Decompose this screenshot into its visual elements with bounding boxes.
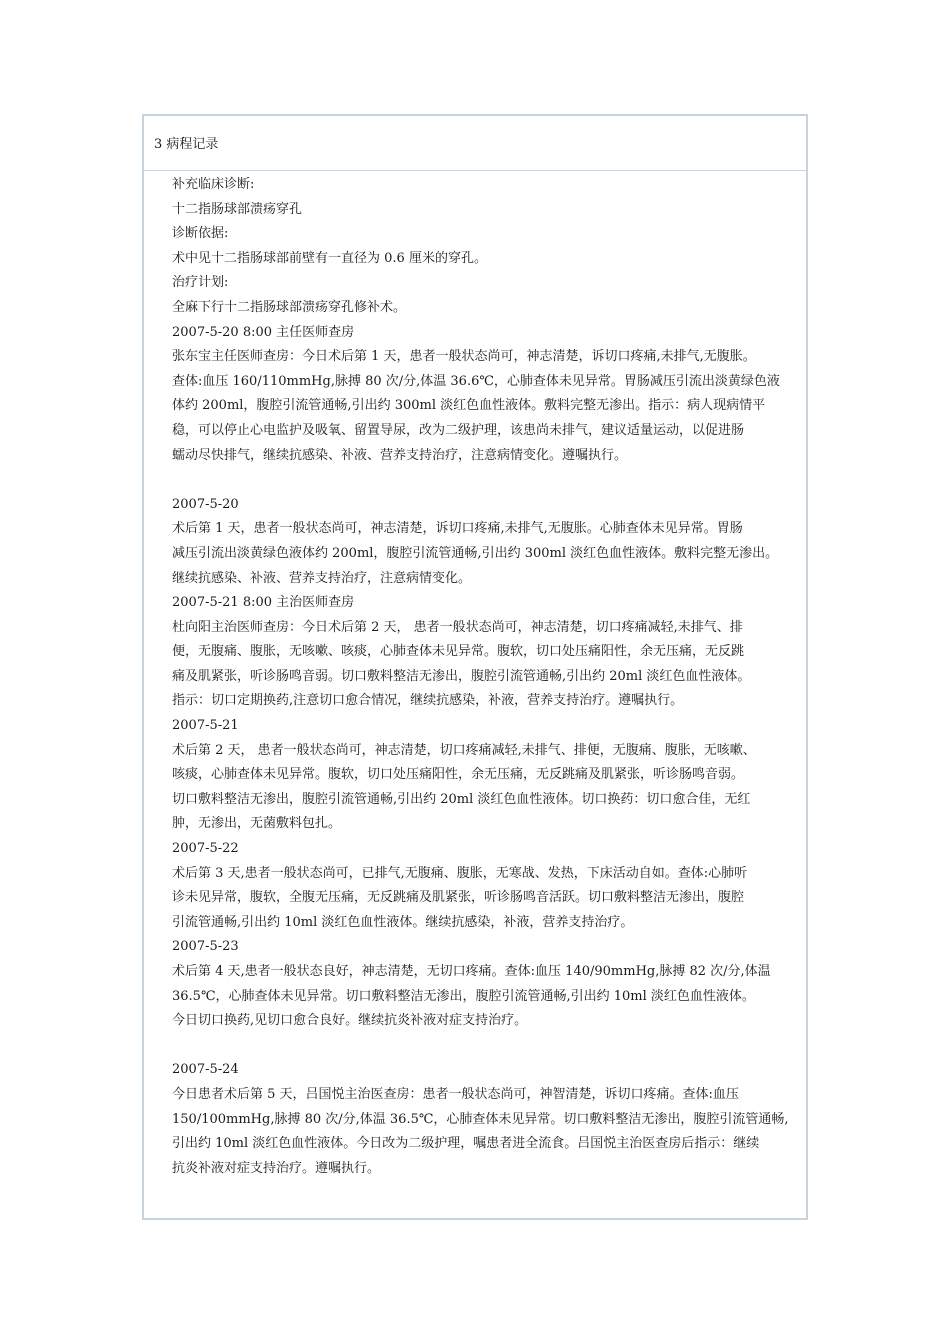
text-line: 2007-5-20 8:00 主任医师查房 (172, 324, 355, 340)
text-line: 术后第 2 天， 患者一般状态尚可，神志清楚，切口疼痛减轻,未排气、排便，无腹痛、腹胀，无咳嗽、 (172, 742, 756, 758)
text-line: 2007-5-24 (172, 1062, 239, 1078)
text-line: 查体:血压 160/110mmHg,脉搏 80 次/分,体温 36.6℃，心肺查体未见异常。胃肠减压引流出淡黄绿色液 (172, 373, 780, 389)
section-title: 3 病程记录 (154, 137, 219, 152)
text-line: 术中见十二指肠球部前壁有一直径为 0.6 厘米的穿孔。 (172, 250, 487, 266)
text-line: 痛及肌紧张，听诊肠鸣音弱。切口敷料整洁无渗出，腹腔引流管通畅,引出约 20ml 淡红色血性液体。 (172, 668, 751, 684)
text-line: 术后第 4 天,患者一般状态良好，神志清楚，无切口疼痛。查体:血压 140/90mmHg,脉搏 82 次/分,体温 (172, 964, 771, 979)
blank-line (172, 1034, 810, 1059)
text-line: 150/100mmHg,脉搏 80 次/分,体温 36.5℃，心肺查体未见异常。切口敷料整洁无渗出，腹腔引流管通畅, (172, 1111, 789, 1127)
text-line: 杜向阳主治医师查房：今日术后第 2 天， 患者一般状态尚可，神志清楚，切口疼痛减轻,未排气、排 (172, 619, 743, 635)
text-line: 2007-5-21 8:00 主治医师查房 (172, 595, 355, 611)
text-line: 今日切口换药,见切口愈合良好。继续抗炎补液对症支持治疗。 (172, 1013, 528, 1029)
text-line: 切口敷料整洁无渗出，腹腔引流管通畅,引出约 20ml 淡红色血性液体。切口换药：切口愈合佳，无红 (172, 791, 751, 807)
text-line: 十二指肠球部溃疡穿孔 (172, 201, 303, 217)
text-line: 2007-5-21 (172, 718, 239, 734)
text-line: 便，无腹痛、腹胀，无咳嗽、咳痰，心肺查体未见异常。腹软，切口处压痛阳性，余无压痛，无反跳 (172, 644, 745, 660)
text-line: 术后第 1 天，患者一般状态尚可，神志清楚，诉切口疼痛,未排气,无腹胀。心肺查体未见异常。胃肠 (172, 521, 743, 537)
text-line: 今日患者术后第 5 天，吕国悦主治医查房：患者一般状态尚可，神智清楚，诉切口疼痛。查体:血压 (172, 1086, 739, 1102)
text-line: 抗炎补液对症支持治疗。遵嘱执行。 (172, 1160, 381, 1176)
text-line: 引出约 10ml 淡红色血性液体。今日改为二级护理，嘱患者进全流食。吕国悦主治医查房后指示：继续 (172, 1136, 760, 1152)
section-header (142, 114, 808, 171)
record-content (172, 173, 810, 1181)
text-line: 稳，可以停止心电监护及吸氧、留置导尿，改为二级护理，该患尚未排气，建议适量运动，以促进肠 (172, 422, 745, 438)
text-line: 引流管通畅,引出约 10ml 淡红色血性液体。继续抗感染，补液，营养支持治疗。 (172, 914, 634, 930)
text-line: 咳痰，心肺查体未见异常。腹软，切口处压痛阳性，余无压痛，无反跳痛及肌紧张，听诊肠鸣音弱。 (172, 767, 745, 783)
text-line: 减压引流出淡黄绿色液体约 200ml，腹腔引流管通畅,引出约 300ml 淡红色血性液体。敷料完整无渗出。 (172, 545, 779, 561)
text-line: 诊未见异常，腹软，全腹无压痛，无反跳痛及肌紧张，听诊肠鸣音活跃。切口敷料整洁无渗出，腹腔 (172, 890, 745, 906)
text-line: 蠕动尽快排气，继续抗感染、补液、营养支持治疗，注意病情变化。遵嘱执行。 (172, 447, 628, 463)
text-line: 诊断依据: (172, 226, 229, 242)
text-line: 2007-5-23 (172, 939, 239, 955)
text-line: 张东宝主任医师查房：今日术后第 1 天，患者一般状态尚可，神志清楚，诉切口疼痛,未排气,无腹胀。 (172, 349, 756, 365)
text-line: 补充临床诊断: (172, 177, 255, 192)
text-line: 肿，无渗出，无菌敷料包扎。 (172, 816, 342, 832)
text-line: 体约 200ml，腹腔引流管通畅,引出约 300ml 淡红色血性液体。敷料完整无渗出。指示：病人现病情平 (172, 398, 766, 414)
text-line: 2007-5-20 (172, 496, 239, 512)
text-line: 术后第 3 天,患者一般状态尚可，已排气,无腹痛、腹胀，无寒战、发热，下床活动自如。查体:心肺听 (172, 865, 748, 881)
blank-line (172, 468, 810, 493)
text-line: 治疗计划: (172, 275, 229, 291)
text-line: 继续抗感染、补液、营养支持治疗，注意病情变化。 (172, 570, 472, 586)
text-line: 36.5℃，心肺查体未见异常。切口敷料整洁无渗出，腹腔引流管通畅,引出约 10ml 淡红色血性液体。 (172, 988, 755, 1004)
text-line: 指示：切口定期换药,注意切口愈合情况，继续抗感染，补液，营养支持治疗。遵嘱执行。 (172, 693, 684, 709)
text-line: 全麻下行十二指肠球部溃疡穿孔修补术。 (172, 299, 407, 315)
text-line: 2007-5-22 (172, 841, 239, 857)
